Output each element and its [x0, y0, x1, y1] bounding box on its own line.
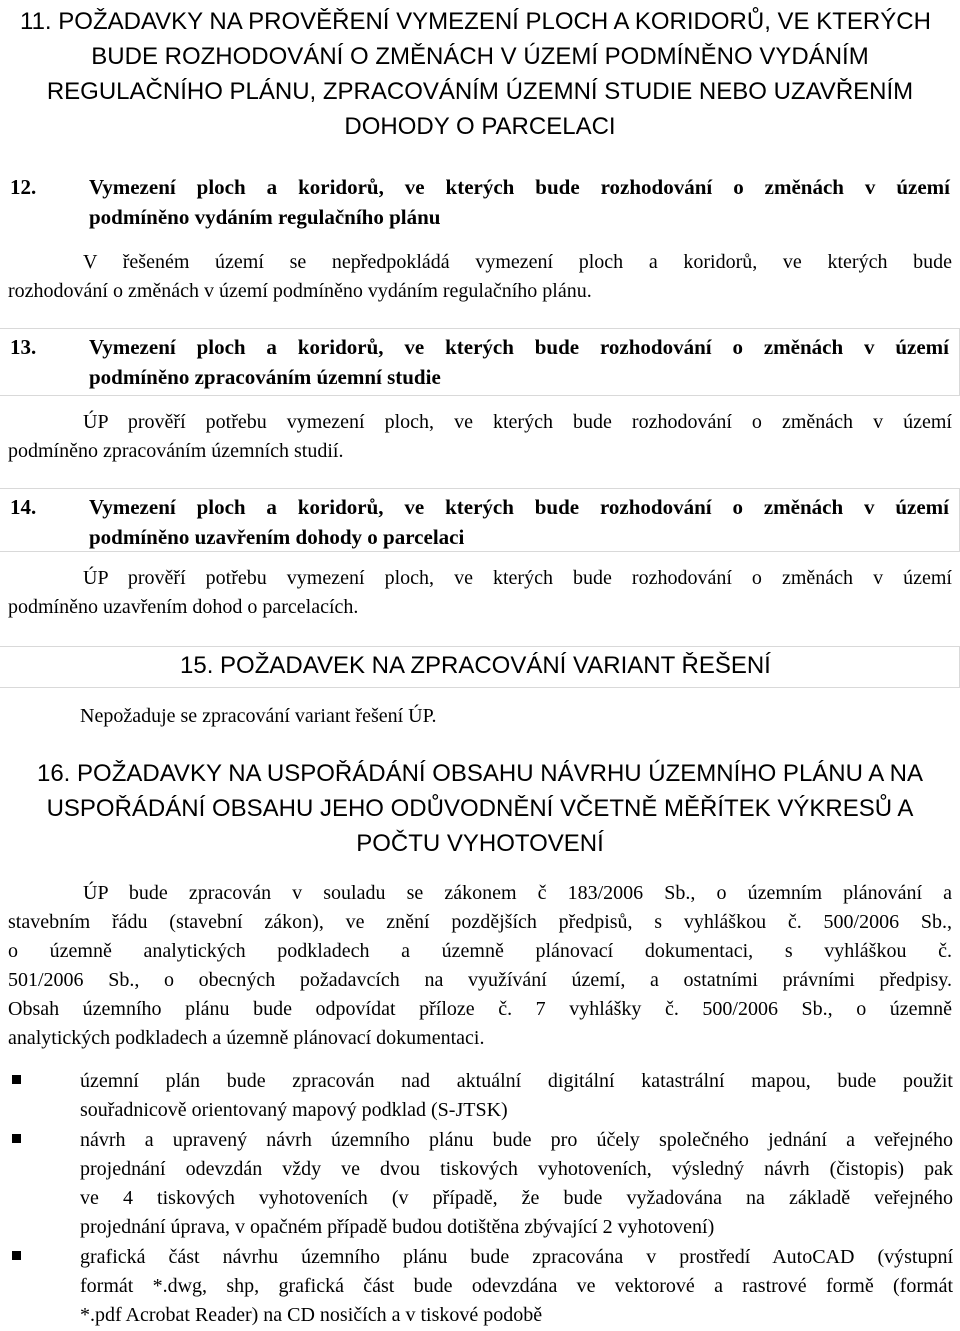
- section-15-paragraph: Nepožaduje se zpracování variant řešení ÚP.: [80, 705, 437, 727]
- section-14-title-line1: Vymezení ploch a koridorů, ve kterých bude rozhodování o změnách v území: [89, 495, 949, 519]
- bullet-3-line2: formát *.dwg, shp, grafická část bude odevzdána ve vektorové a rastrové formě (formát: [80, 1275, 953, 1297]
- section-12-title-line2: podmíněno vydáním regulačního plánu: [89, 205, 441, 229]
- section-13-paragraph: [0, 408, 960, 466]
- section-16-paragraph-line3: o územně analytických podkladech a územně plánovací dokumentaci, s vyhláškou č.: [8, 940, 952, 962]
- section-11-title-line4: DOHODY O PARCELACI: [344, 113, 616, 140]
- section-14-title-line2: podmíněno uzavřením dohody o parcelaci: [89, 525, 465, 549]
- section-14-heading: [0, 488, 960, 552]
- section-14-paragraph-line2: podmíněno uzavřením dohod o parcelacích.: [8, 596, 359, 618]
- bullet-square-icon: [12, 1134, 21, 1143]
- section-11-title-line2: BUDE ROZHODOVÁNÍ O ZMĚNÁCH V ÚZEMÍ PODMÍNĚNO VYDÁNÍM: [91, 43, 869, 70]
- section-11-number: 11.: [20, 8, 52, 35]
- bullet-2-line3: ve 4 tiskových vyhotoveních (v případě, že bude vyžadována na základě veřejného: [80, 1187, 953, 1209]
- section-16-title-line1: POŽADAVKY NA USPOŘÁDÁNÍ OBSAHU NÁVRHU ÚZEMNÍHO PLÁNU A NA: [77, 760, 923, 787]
- section-12-number: 12.: [10, 175, 37, 199]
- bullet-square-icon: [12, 1251, 21, 1260]
- section-11-heading: [0, 4, 960, 144]
- section-13-title-line2: podmíněno zpracováním územní studie: [89, 365, 441, 389]
- bullet-1-line2: souřadnicově orientovaný mapový podklad (S-JTSK): [80, 1099, 508, 1121]
- bullet-1-line1: územní plán bude zpracován nad aktuální digitální katastrální mapou, bude použit: [80, 1070, 953, 1092]
- section-12-paragraph-line1: V řešeném území se nepředpokládá vymezení ploch a koridorů, ve kterých bude: [83, 251, 952, 273]
- bullet-2-line2: projednání odevzdán vždy ve dvou tiskových vyhotoveních, výsledný návrh (čistopis) pak: [80, 1158, 953, 1180]
- section-16-paragraph-line4: 501/2006 Sb., o obecných požadavcích na využívání území, a ostatními právními předpisy.: [8, 969, 952, 991]
- section-15-heading: [0, 646, 960, 688]
- bullet-3-line1: grafická část návrhu územního plánu bude zpracována v prostředí AutoCAD (výstupní: [80, 1246, 953, 1268]
- section-16-paragraph-line5: Obsah územního plánu bude odpovídat příloze č. 7 vyhlášky č. 500/2006 Sb., o územně: [8, 998, 952, 1020]
- section-13-paragraph-line1: ÚP prověří potřebu vymezení ploch, ve kterých bude rozhodování o změnách v území: [83, 411, 952, 433]
- bullet-3-line3: *.pdf Acrobat Reader) na CD nosičích a v tiskové podobě: [80, 1304, 543, 1326]
- section-16-paragraph: [0, 879, 960, 1053]
- section-12-paragraph-line2: rozhodování o změnách v území podmíněno vydáním regulačního plánu.: [8, 280, 592, 302]
- section-13-number: 13.: [10, 335, 37, 359]
- bullet-square-icon: [12, 1075, 21, 1084]
- section-16-title-line2: USPOŘÁDÁNÍ OBSAHU JEHO ODŮVODNĚNÍ VČETNĚ MĚŘÍTEK VÝKRESŮ A: [46, 795, 914, 822]
- section-14-paragraph: [0, 564, 960, 622]
- bullet-2-line4: projednání úprava, v opačném případě budou dotištěna zbývající 2 vyhotovení): [80, 1216, 715, 1238]
- bullet-2-line1: návrh a upravený návrh územního plánu bude pro účely společného jednání a veřejného: [80, 1129, 953, 1151]
- section-16-paragraph-line6: analytických podkladech a územně plánovací dokumentaci.: [8, 1027, 485, 1049]
- section-11-title-line3: REGULAČNÍHO PLÁNU, ZPRACOVÁNÍM ÚZEMNÍ STUDIE NEBO UZAVŘENÍM: [46, 78, 914, 105]
- section-16-heading: [0, 756, 960, 861]
- section-14-number: 14.: [10, 495, 37, 519]
- section-14-paragraph-line1: ÚP prověří potřebu vymezení ploch, ve kterých bude rozhodování o změnách v území: [83, 567, 952, 589]
- section-15-title: POŽADAVEK NA ZPRACOVÁNÍ VARIANT ŘEŠENÍ: [220, 652, 771, 679]
- section-13-title-line1: Vymezení ploch a koridorů, ve kterých bude rozhodování o změnách v území: [89, 335, 949, 359]
- section-16-number: 16.: [36, 760, 71, 787]
- section-16-paragraph-line1: ÚP bude zpracován v souladu se zákonem č 183/2006 Sb., o územním plánování a: [83, 882, 952, 904]
- section-16-title-line3: POČTU VYHOTOVENÍ: [356, 830, 604, 857]
- section-11-title-line1: POŽADAVKY NA PROVĚŘENÍ VYMEZENÍ PLOCH A KORIDORŮ, VE KTERÝCH: [58, 8, 931, 35]
- section-13-paragraph-line2: podmíněno zpracováním územních studií.: [8, 440, 344, 462]
- section-12-heading: [0, 172, 960, 232]
- section-15-number: 15.: [180, 652, 214, 679]
- section-12-title-line1: Vymezení ploch a koridorů, ve kterých bude rozhodování o změnách v území: [89, 175, 950, 199]
- section-13-heading: [0, 328, 960, 396]
- section-12-paragraph: [0, 248, 960, 306]
- section-16-paragraph-line2: stavebním řádu (stavební zákon), ve znění pozdějších předpisů, s vyhláškou č. 500/2006 Sb.,: [8, 911, 952, 933]
